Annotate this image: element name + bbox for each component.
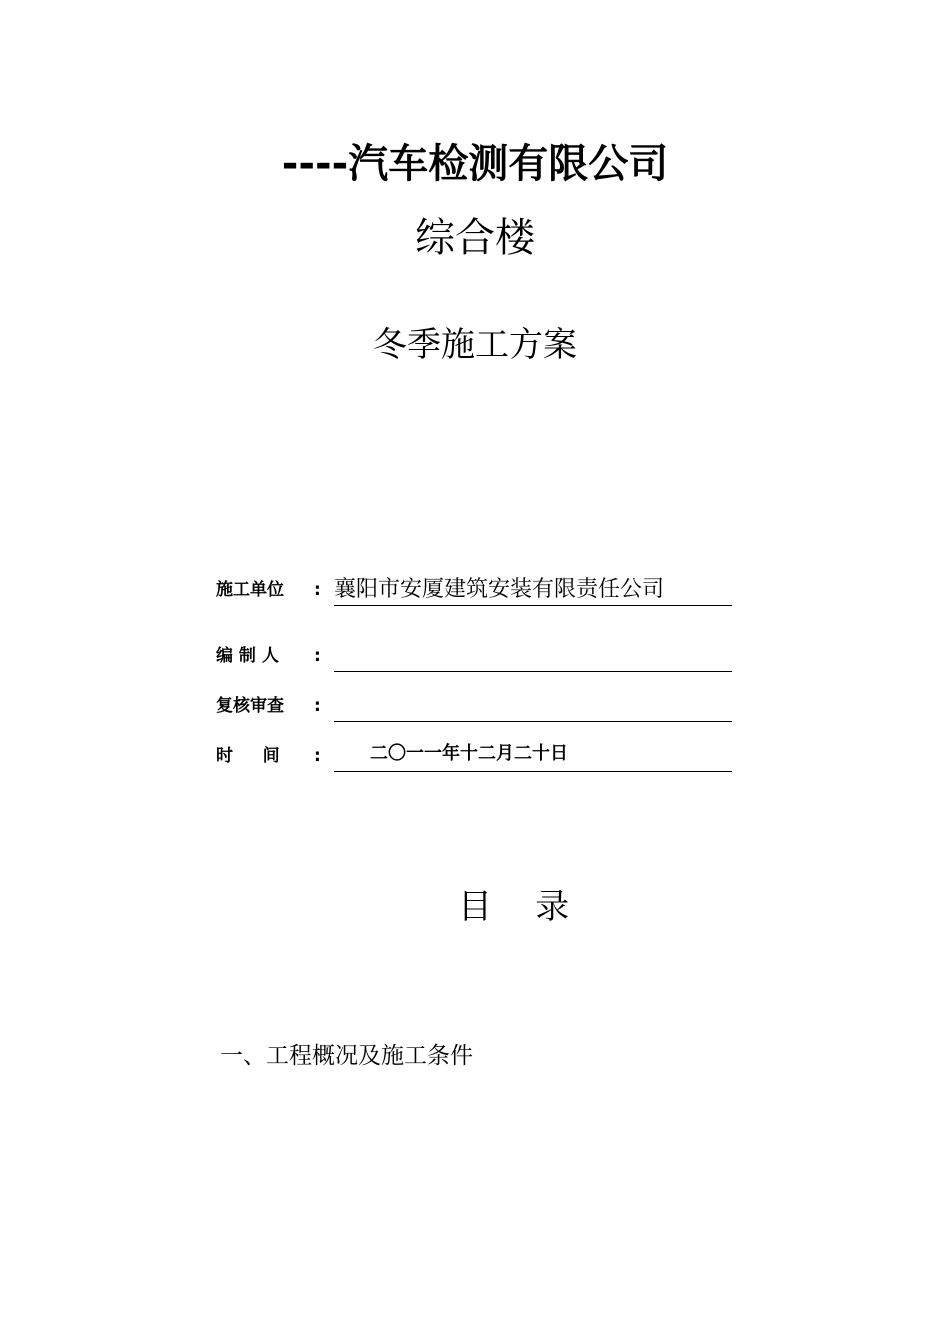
info-row-construction-unit bbox=[216, 572, 732, 606]
company-title: ----汽车检测有限公司 bbox=[281, 141, 669, 187]
info-row-date bbox=[216, 738, 732, 772]
info-colon: : bbox=[314, 696, 321, 716]
toc-item[interactable]: 一、工程概况及施工条件 bbox=[220, 1043, 473, 1069]
info-underline bbox=[334, 741, 732, 772]
info-label: 编 制 人 bbox=[216, 646, 279, 666]
date-value: 二〇一一年十二月二十日 bbox=[370, 743, 568, 764]
info-colon: : bbox=[314, 746, 321, 766]
info-label: 时 间 bbox=[216, 746, 280, 766]
info-row-reviewer bbox=[216, 688, 732, 722]
info-label: 施工单位 bbox=[216, 580, 284, 600]
plan-title: 冬季施工方案 bbox=[373, 325, 577, 365]
toc-title: 目 录 bbox=[458, 887, 570, 927]
info-underline bbox=[334, 691, 732, 722]
info-colon: : bbox=[314, 580, 321, 600]
construction-unit-value: 襄阳市安厦建筑安装有限责任公司 bbox=[334, 577, 665, 602]
info-label: 复核审查 bbox=[216, 696, 284, 716]
info-row-author bbox=[216, 638, 732, 672]
info-underline bbox=[334, 575, 732, 606]
building-title: 综合楼 bbox=[415, 215, 535, 261]
info-underline bbox=[334, 641, 732, 672]
info-colon: : bbox=[314, 646, 321, 666]
